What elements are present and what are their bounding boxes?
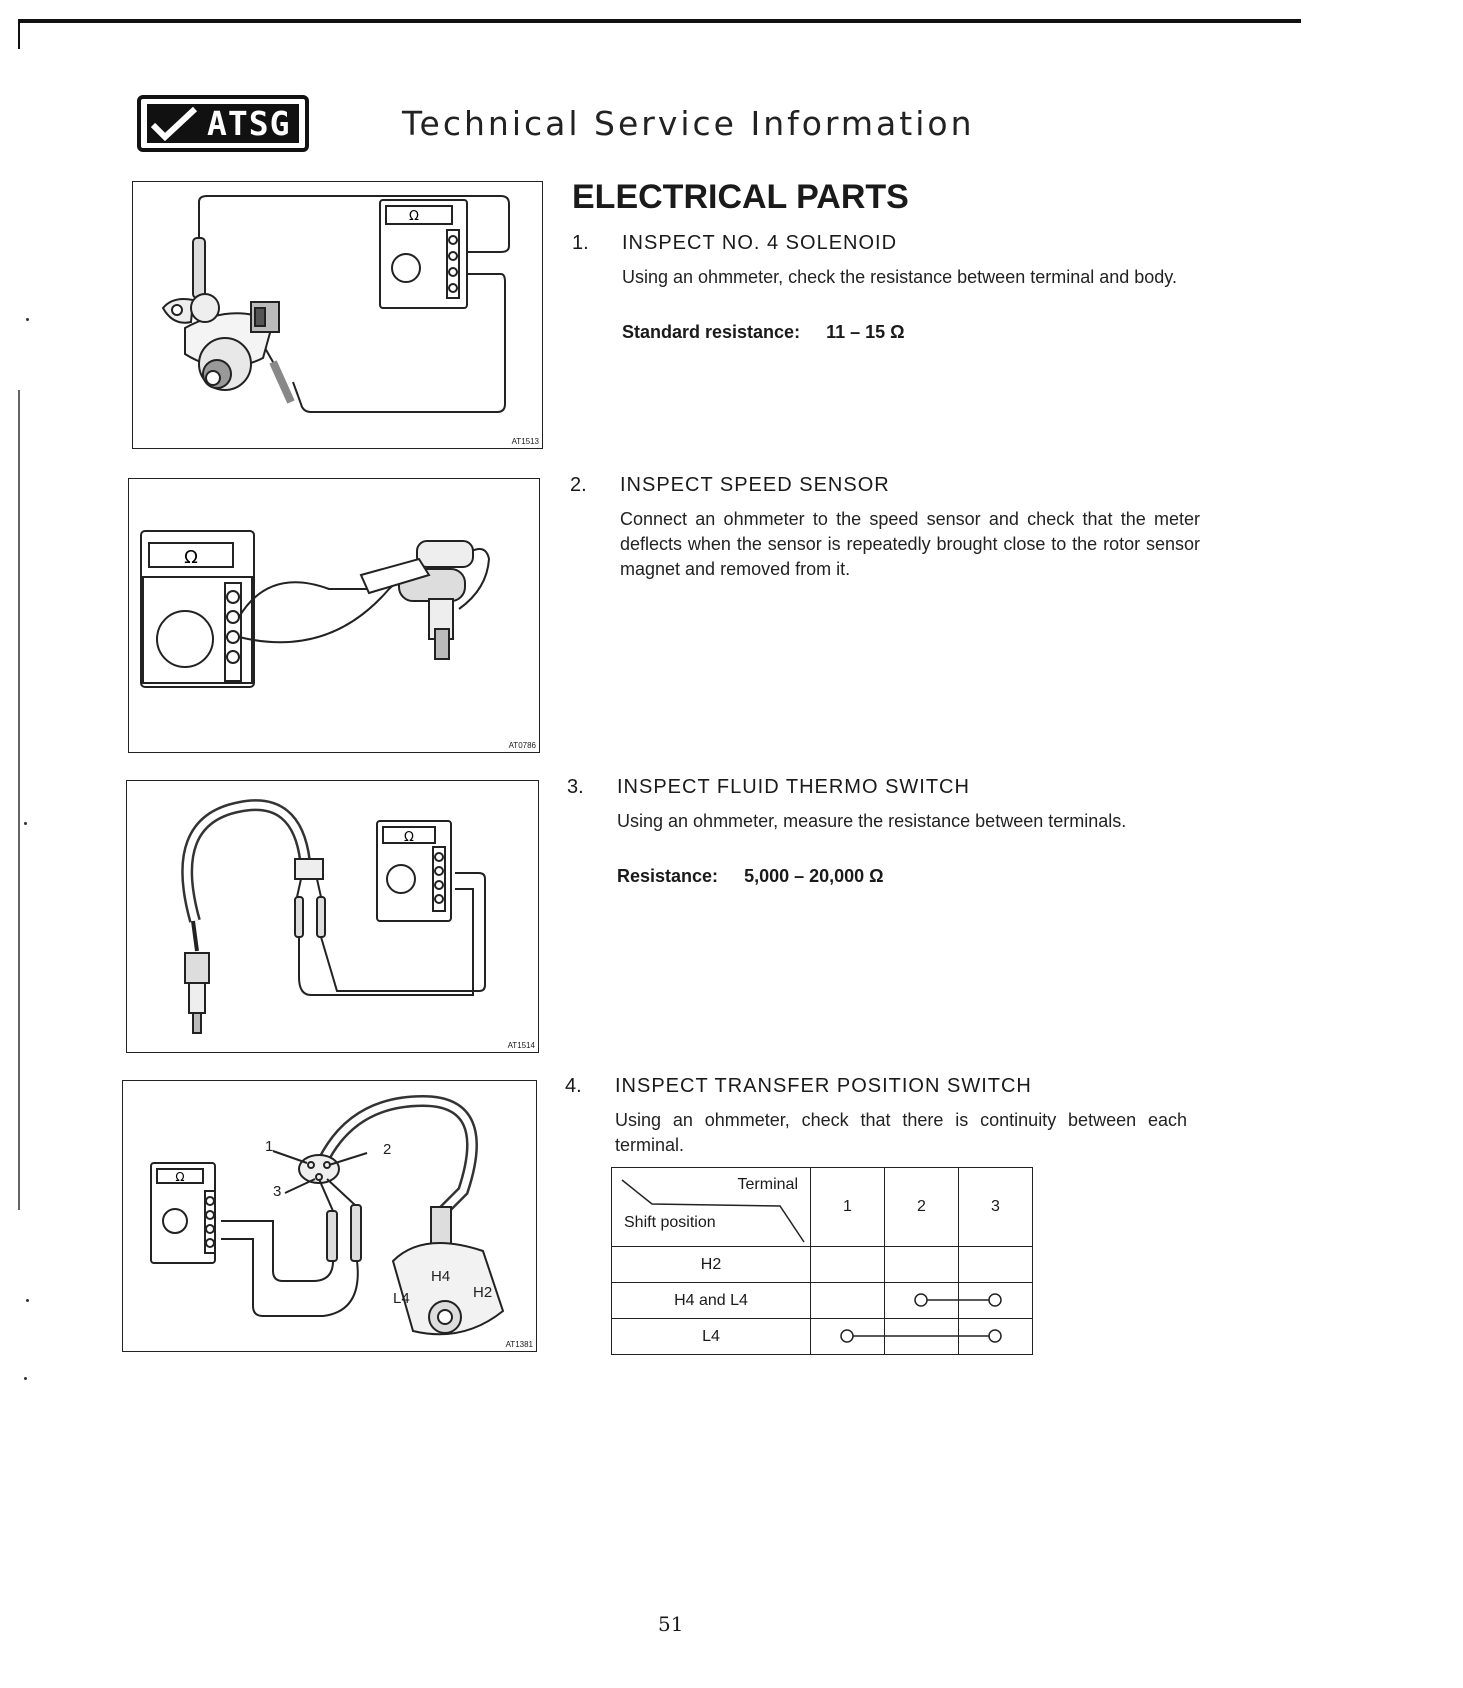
step-title: INSPECT NO. 4 SOLENOID <box>622 232 898 254</box>
table-row <box>612 1247 1033 1283</box>
scan-speck <box>26 318 29 321</box>
step-description: Connect an ohmmeter to the speed sensor and check that the meter deflects when the sensor is repeatedly brought close to the rotor sensor magnet and removed from it. <box>620 509 1200 579</box>
table-corner-cell <box>612 1168 811 1247</box>
position-label-h2: H2 <box>473 1284 493 1301</box>
terminal-header: 1 <box>811 1168 885 1247</box>
continuity-table <box>611 1167 1033 1355</box>
figure-code: AT1381 <box>505 1340 533 1349</box>
step-number: 2. <box>570 474 587 496</box>
position-label-l4: L4 <box>393 1290 410 1307</box>
spec-line <box>617 866 884 887</box>
top-rule-tick <box>18 19 20 49</box>
figure-solenoid-test <box>132 181 543 449</box>
scan-speck <box>24 822 27 825</box>
ohm-symbol: Ω <box>409 209 419 224</box>
position-label-h4: H4 <box>431 1268 451 1285</box>
continuity-cell <box>885 1247 959 1283</box>
continuity-cell <box>811 1319 885 1355</box>
terminal-header: 2 <box>885 1168 959 1247</box>
shift-position-label: H2 <box>612 1247 811 1283</box>
table-row <box>612 1283 1033 1319</box>
speed-sensor-ohmmeter-illustration <box>129 479 539 752</box>
continuity-cell <box>885 1283 959 1319</box>
step-title: INSPECT FLUID THERMO SWITCH <box>617 776 970 798</box>
continuity-cell <box>811 1247 885 1283</box>
top-rule <box>18 19 1301 23</box>
step-title: INSPECT TRANSFER POSITION SWITCH <box>615 1075 1032 1097</box>
step-description: Using an ohmmeter, measure the resistance between terminals. <box>617 811 1127 831</box>
figure-thermo-switch-test <box>126 780 539 1053</box>
continuity-cell <box>811 1283 885 1319</box>
shift-position-label: H4 and L4 <box>612 1283 811 1319</box>
spec-line <box>622 322 905 343</box>
figure-code: AT0786 <box>508 741 536 750</box>
thermo-switch-ohmmeter-illustration <box>127 781 538 1052</box>
scan-speck <box>24 1377 27 1380</box>
step-description: Using an ohmmeter, check the resistance between terminal and body. <box>622 267 1177 287</box>
figure-transfer-switch-test <box>122 1080 537 1352</box>
step-description: Using an ohmmeter, check that there is continuity between each terminal. <box>615 1110 1187 1155</box>
spec-label: Resistance: <box>617 866 719 886</box>
continuity-cell <box>959 1319 1033 1355</box>
solenoid-ohmmeter-illustration <box>133 182 542 448</box>
atsg-logo <box>137 95 309 152</box>
spec-value: 5,000 – 20,000 Ω <box>744 866 884 886</box>
binding-margin-rule <box>18 390 20 1210</box>
shift-position-label: L4 <box>612 1319 811 1355</box>
row-header-shift-position: Shift position <box>624 1214 716 1231</box>
figure-code: AT1514 <box>507 1041 535 1050</box>
page-number: 51 <box>658 1612 684 1636</box>
scan-speck <box>26 1299 29 1302</box>
logo-text: ATSG <box>207 104 291 143</box>
section-title: ELECTRICAL PARTS <box>572 178 909 216</box>
step-number: 4. <box>565 1075 582 1097</box>
continuity-cell <box>959 1247 1033 1283</box>
ohm-symbol: Ω <box>184 547 198 568</box>
ohm-symbol: Ω <box>404 830 414 845</box>
table-header-row <box>612 1168 1033 1247</box>
step-number: 1. <box>572 232 589 254</box>
terminal-header: 3 <box>959 1168 1033 1247</box>
step-number: 3. <box>567 776 584 798</box>
figure-speed-sensor-test <box>128 478 540 753</box>
terminal-label-1: 1 <box>265 1138 274 1155</box>
figure-code: AT1513 <box>511 437 539 446</box>
continuity-cell <box>885 1319 959 1355</box>
step-title: INSPECT SPEED SENSOR <box>620 474 890 496</box>
table-row <box>612 1319 1033 1355</box>
transfer-switch-ohmmeter-illustration <box>123 1081 536 1351</box>
continuity-cell <box>959 1283 1033 1319</box>
ohm-symbol: Ω <box>175 1170 185 1184</box>
spec-label: Standard resistance: <box>622 322 801 342</box>
column-header-terminal: Terminal <box>737 1176 798 1193</box>
terminal-label-2: 2 <box>383 1141 392 1158</box>
header-title: Technical Service Information <box>402 104 975 143</box>
spec-value: 11 – 15 Ω <box>826 322 905 342</box>
terminal-label-3: 3 <box>273 1183 282 1200</box>
